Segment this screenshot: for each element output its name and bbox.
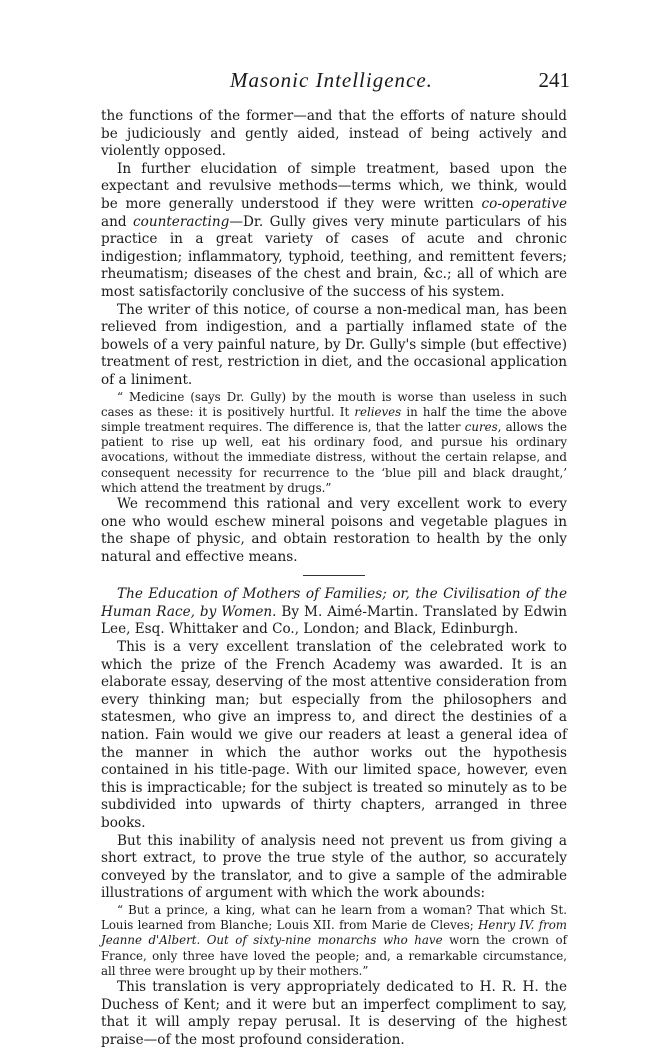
page-header <box>100 68 570 98</box>
running-title: Masonic Intelligence. <box>230 68 433 92</box>
quote-prince: “ But a prince, a king, what can he learn from a woman? That which St. Louis learned from Blanche; Louis XII. from Marie de Cleves; Henry IV. from Jeanne d'Albert. Out of sixty-nine monarchs who have worn the crown of France, only three have loved the people; and, a remarkable circumstance, all three were brought up by their mothers.” <box>101 902 567 978</box>
paragraph-simple-treatment: In further elucidation of simple treatment, based upon the expectant and revulsive methods—terms which, we think, would be more generally understood if they were written co-operative and counteracting—Dr. Gully gives very minute particulars of his practice in a great variety of cases of acute and chronic indigestion; inflammatory, typhoid, teething, and remittent fevers; rheumatism; diseases of the chest and brain, &c.; all of which are most satisfactorily conclusive of the success of his system. <box>101 160 567 300</box>
article-body <box>101 108 567 1049</box>
book-review-title: The Education of Mothers of Families; or, the Civilisation of the Human Race, by Women. By M. Aimé-Martin. Translated by Edwin Lee, Esq. Whittaker and Co., London; and Black, Edinburgh. <box>101 586 567 638</box>
paragraph-dedication: This translation is very appropriately dedicated to H. R. H. the Duchess of Kent; and it were but an imperfect compliment to say, that it will amply repay perusal. It is deserving of the highest praise—of the most profound consideration. <box>101 979 567 1048</box>
paragraph-recommendation: We recommend this rational and very excellent work to every one who would eschew mineral poisons and vegetable plagues in the shape of physic, and obtain restoration to health by the only natural and effective means. <box>101 495 567 565</box>
quote-gully: “ Medicine (says Dr. Gully) by the mouth is worse than useless in such cases as these: it is positively hurtful. It relieves in half the time the above simple treatment requires. The difference is, that the latter cures, allows the patient to rise up well, eat his ordinary food, and pursue his ordinary avocations, without the immediate distress, without the certain relapse, and consequent necessity for recurrence to the ‘blue pill and black draught,’ which attend the treatment by drugs.” <box>101 389 568 495</box>
paragraph-writer-notice: The writer of this notice, of course a non-medical man, has been relieved from indigestion, and a partially inflamed state of the bowels of a very painful nature, by Dr. Gully's simple (but effective) treatment of rest, restriction in diet, and the occasional application of a liniment. <box>101 301 567 388</box>
paragraph-continued: the functions of the former—and that the efforts of nature should be judiciously and gently aided, instead of being actively and violently opposed. <box>101 108 567 160</box>
section-divider <box>303 575 365 576</box>
paragraph-extract-intro: But this inability of analysis need not prevent us from giving a short extract, to prove the true style of the author, so accurately conveyed by the translator, and to give a sample of the admirable illustrations of argument with which the work abounds: <box>101 832 567 902</box>
paragraph-translation: This is a very excellent translation of the celebrated work to which the prize of the French Academy was awarded. It is an elaborate essay, deserving of the most attentive consideration from every thinking man; but especially from the philosophers and statesmen, who give an impress to, and direct the destinies of a nation. Fain would we give our readers at least a general idea of the manner in which the author works out the hypothesis contained in his title-page. With our limited space, however, even this is impracticable; for the subject is treated so minutely as to be subdivided into upwards of thirty chapters, arranged in three books. <box>101 639 567 832</box>
page-number: 241 <box>538 68 570 92</box>
